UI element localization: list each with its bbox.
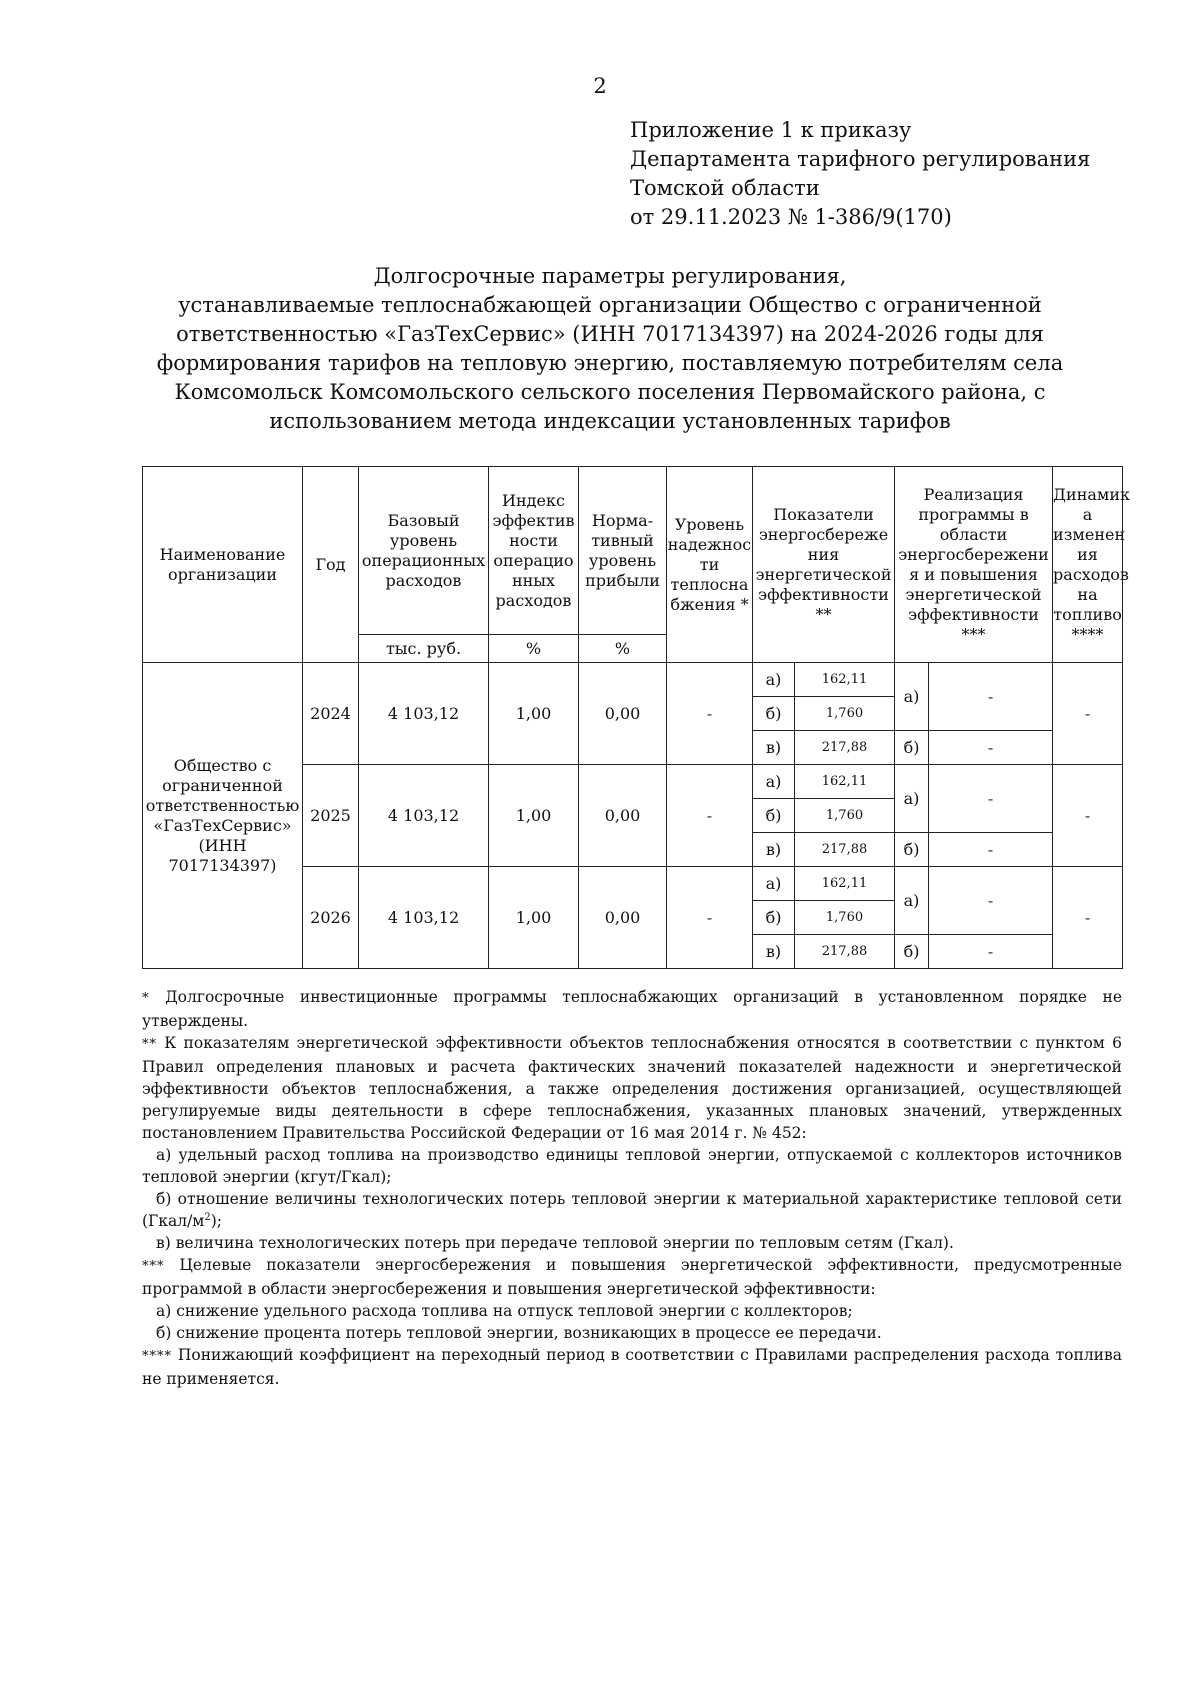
title-line: устанавливаемые теплоснабжающей организации Общество с ограниченной xyxy=(178,293,1042,317)
base-level-cell: 4 103,12 xyxy=(359,765,489,867)
base-level-cell: 4 103,12 xyxy=(359,867,489,969)
base-level-cell: 4 103,12 xyxy=(359,663,489,765)
reliability-cell: - xyxy=(667,663,753,765)
indicator-label: б) xyxy=(753,697,795,731)
footnote-4 xyxy=(142,1344,1122,1390)
footnote-text: К показателям энергетической эффективности объектов теплоснабжения относятся в соответствии с пунктом 6 Правил определения плановых и расчета фактических значений показателей надежности и энергетической эффективности объектов теплоснабжения, а также определения достижения организацией, осуществляющей регулируемые виды деятельности в сфере теплоснабжения, указанных плановых значений, утвержденных постановлением Правительства Российской Федерации от 16 мая 2014 г. № 452: xyxy=(142,1034,1122,1142)
footnote-2-item-a: а) удельный расход топлива на производство единицы тепловой энергии, отпускаемой с коллекторов источников тепловой энергии (кгут/Гкал); xyxy=(142,1146,1122,1186)
indicator-label: а) xyxy=(753,663,795,697)
footnote-mark: *** xyxy=(142,1259,165,1274)
efficiency-index-cell: 1,00 xyxy=(489,765,579,867)
unit-norm-profit: % xyxy=(579,635,667,663)
program-value: - xyxy=(929,833,1053,867)
appendix-line: Департамента тарифного регулирования xyxy=(630,147,1091,171)
footnote-text: ); xyxy=(210,1212,223,1230)
indicator-label: в) xyxy=(753,731,795,765)
footnotes xyxy=(142,986,1122,1390)
footnote-text: Долгосрочные инвестиционные программы теплоснабжающих организаций в установленном порядке не утверждены. xyxy=(142,988,1122,1030)
footnote-1 xyxy=(142,986,1122,1032)
appendix-header xyxy=(630,116,1090,232)
program-value: - xyxy=(929,935,1053,969)
appendix-line: Томской области xyxy=(630,176,820,200)
footnote-mark: ** xyxy=(142,1037,157,1052)
footnote-mark: * xyxy=(142,991,150,1006)
footnote-text: б) отношение величины технологических потерь тепловой энергии к материальной характеристике тепловой сети (Гкал/м xyxy=(142,1190,1122,1230)
program-label: б) xyxy=(895,731,929,765)
appendix-line: Приложение 1 к приказу xyxy=(630,118,912,142)
reliability-cell: - xyxy=(667,765,753,867)
unit-base-level: тыс. руб. xyxy=(359,635,489,663)
title-line: использованием метода индексации установленных тарифов xyxy=(269,409,951,433)
fuel-dynamics-cell: - xyxy=(1053,765,1123,867)
program-value: - xyxy=(929,663,1053,731)
indicator-label: а) xyxy=(753,867,795,901)
indicator-label: а) xyxy=(753,765,795,799)
indicator-value: 217,88 xyxy=(795,833,895,867)
program-value: - xyxy=(929,765,1053,833)
header-fuel-dynamics: Динамик а изменен ия расходов на топливо **** xyxy=(1053,467,1123,663)
header-reliability: Уровень надежнос ти теплосна бжения * xyxy=(667,467,753,663)
fuel-dynamics-cell: - xyxy=(1053,663,1123,765)
indicator-value: 217,88 xyxy=(795,935,895,969)
indicator-value: 1,760 xyxy=(795,697,895,731)
norm-profit-cell: 0,00 xyxy=(579,663,667,765)
year-cell: 2026 xyxy=(303,867,359,969)
header-program: Реализация программы в области энергосбережени я и повышения энергетической эффективности *** xyxy=(895,467,1053,663)
program-label: а) xyxy=(895,663,929,731)
reliability-cell: - xyxy=(667,867,753,969)
footnote-3-item-a: а) снижение удельного расхода топлива на отпуск тепловой энергии с коллекторов; xyxy=(156,1302,853,1320)
program-label: б) xyxy=(895,833,929,867)
header-base-level: Базовый уровень операционных расходов xyxy=(359,467,489,635)
program-label: б) xyxy=(895,935,929,969)
footnote-text: Понижающий коэффициент на переходный период в соответствии с Правилами распределения расхода топлива не применяется. xyxy=(142,1346,1122,1388)
organization-name: Общество с ограниченной ответственностью «ГазТехСервис» (ИНН 7017134397) xyxy=(143,663,303,969)
header-energy-indicators: Показатели энергосбереже ния энергетической эффективности ** xyxy=(753,467,895,663)
program-value: - xyxy=(929,731,1053,765)
indicator-value: 162,11 xyxy=(795,765,895,799)
superscript: 2 xyxy=(204,1211,211,1223)
header-norm-profit: Норма-тивный уровень прибыли xyxy=(579,467,667,635)
appendix-line: от 29.11.2023 № 1-386/9(170) xyxy=(630,205,952,229)
indicator-label: б) xyxy=(753,901,795,935)
indicator-value: 217,88 xyxy=(795,731,895,765)
footnote-2-item-b xyxy=(142,1188,1122,1232)
indicator-label: б) xyxy=(753,799,795,833)
efficiency-index-cell: 1,00 xyxy=(489,663,579,765)
footnote-2 xyxy=(142,1032,1122,1144)
year-cell: 2025 xyxy=(303,765,359,867)
program-label: а) xyxy=(895,867,929,935)
indicator-value: 1,760 xyxy=(795,799,895,833)
indicator-label: в) xyxy=(753,935,795,969)
page-number: 2 xyxy=(593,74,607,98)
norm-profit-cell: 0,00 xyxy=(579,765,667,867)
parameters-table xyxy=(142,466,1131,969)
title-line: формирования тарифов на тепловую энергию, поставляемую потребителям села xyxy=(156,351,1064,375)
fuel-dynamics-cell: - xyxy=(1053,867,1123,969)
table-row xyxy=(143,663,1123,697)
year-cell: 2024 xyxy=(303,663,359,765)
header-year: Год xyxy=(303,467,359,663)
program-value: - xyxy=(929,867,1053,935)
unit-efficiency-index: % xyxy=(489,635,579,663)
title-line: ответственностью «ГазТехСервис» (ИНН 7017134397) на 2024-2026 годы для xyxy=(176,322,1044,346)
footnote-text: Целевые показатели энергосбережения и повышения энергетической эффективности, предусмотренные программой в области энергосбережения и повышения энергетической эффективности: xyxy=(142,1256,1122,1298)
efficiency-index-cell: 1,00 xyxy=(489,867,579,969)
document-title xyxy=(150,262,1070,436)
indicator-label: в) xyxy=(753,833,795,867)
footnote-2-item-v: в) величина технологических потерь при передаче тепловой энергии по тепловым сетям (Гкал). xyxy=(156,1234,954,1252)
header-efficiency-index: Индекс эффектив ности операцио нных расходов xyxy=(489,467,579,635)
footnote-3 xyxy=(142,1254,1122,1300)
indicator-value: 162,11 xyxy=(795,663,895,697)
footnote-3-item-b: б) снижение процента потерь тепловой энергии, возникающих в процессе ее передачи. xyxy=(156,1324,882,1342)
program-label: а) xyxy=(895,765,929,833)
title-line: Долгосрочные параметры регулирования, xyxy=(373,264,847,288)
header-org-name: Наименование организации xyxy=(143,467,303,663)
title-line: Комсомольск Комсомольского сельского поселения Первомайского района, с xyxy=(174,380,1046,404)
footnote-mark: **** xyxy=(142,1349,172,1364)
indicator-value: 1,760 xyxy=(795,901,895,935)
indicator-value: 162,11 xyxy=(795,867,895,901)
norm-profit-cell: 0,00 xyxy=(579,867,667,969)
